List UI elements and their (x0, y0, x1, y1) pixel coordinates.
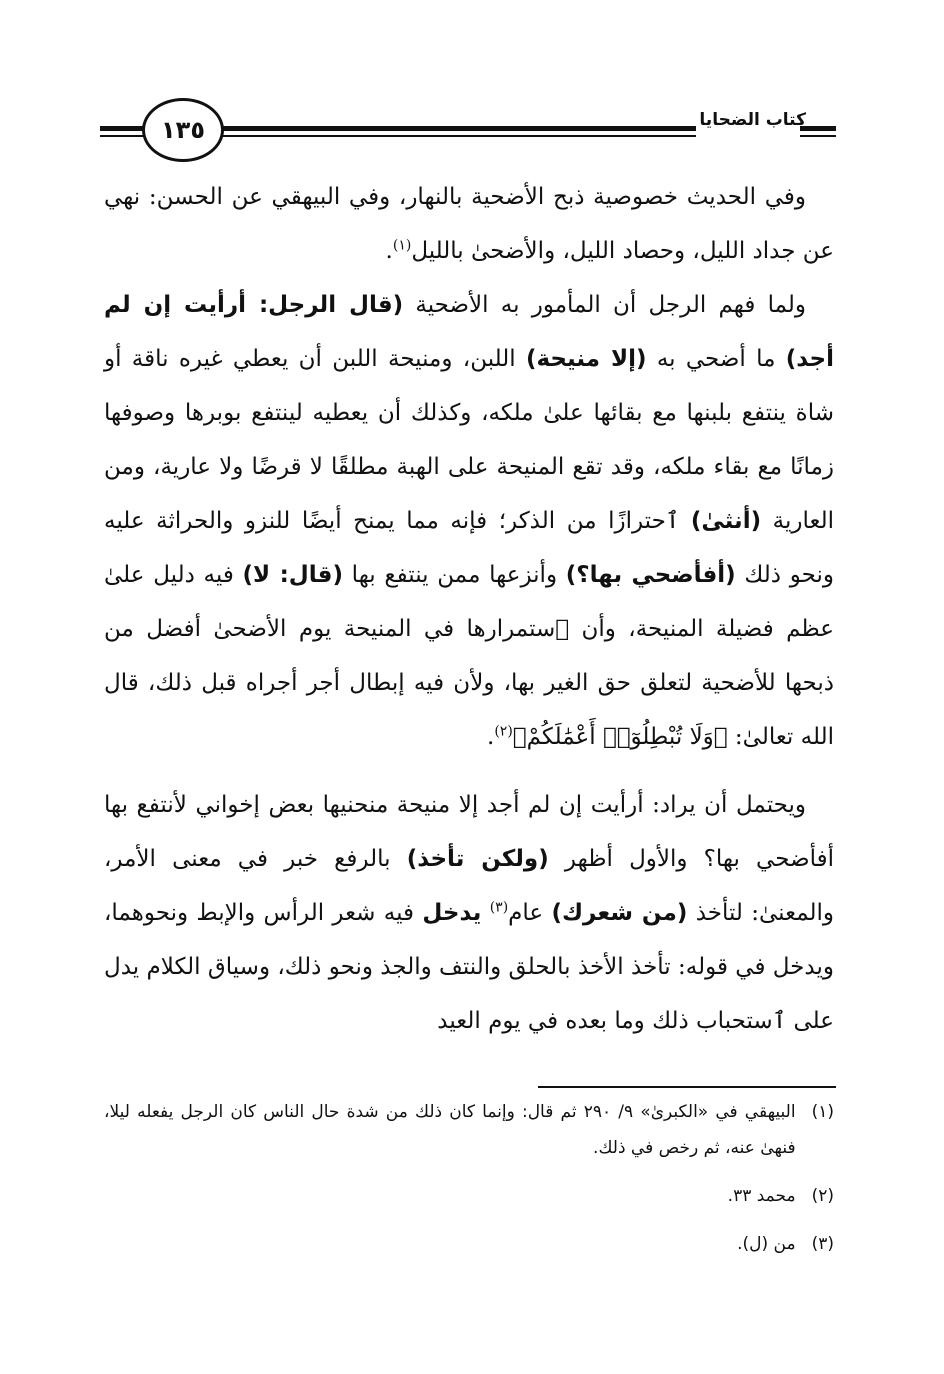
footnote-number: (٢) (811, 1186, 834, 1206)
hadith-quote: (إلا منيحة) (525, 346, 647, 372)
footnote-3 (104, 1226, 834, 1262)
paragraph-3: ويحتمل أن يراد: أرأيت إن لم أجد إلا منيحة منحنيها بعض إخواني لأنتفع بها أفأضحي بها؟ والأول أظهر (ولكن تأخذ) بالرفع خبر في معنى الأمر، والمعنىٰ: لتأخذ (من شعرك) عام$^{(٣)}$ يدخل فيه شعر الرأس والإبط ونحوهما، ويدخل في قوله: تأخذ الأخذ بالحلق والنتف والجذ ونحو ذلك، وسياق الكلام يدل على ٱستحباب ذلك وما بعده في يوم العيد (104, 792, 834, 1034)
footnote-text: محمد ٣٣. (727, 1186, 796, 1206)
footnote-number: (١) (811, 1102, 834, 1122)
hadith-quote: (من شعرك) (551, 900, 688, 926)
bold-word: يدخل (422, 900, 482, 926)
footnote-2 (104, 1178, 834, 1214)
footnote-separator (538, 1086, 836, 1088)
footnote-text: البيهقي في «الكبرىٰ» ٩/ ٢٩٠ ثم قال: وإنما كان ذلك من شدة حال الناس كان الرجل يفعله ليلا، فنهىٰ عنه، ثم رخص في ذلك. (104, 1102, 796, 1158)
footnote-1 (104, 1094, 834, 1166)
page-header (100, 92, 850, 172)
hadith-quote: (ولكن تأخذ) (406, 846, 549, 872)
header-rule-middle-thin (218, 135, 696, 137)
paragraph-1: وفي الحديث خصوصية ذبح الأضحية بالنهار، وفي البيهقي عن الحسن: نهي عن جداد الليل، وحصاد الليل، والأضحىٰ بالليل$^{(١)}$. (104, 184, 834, 264)
footnote-ref-1: (١) (392, 237, 412, 254)
paragraph-2: ولما فهم الرجل أن المأمور به الأضحية (قال الرجل: أرأيت إن لم أجد) ما أضحي به (إلا منيحة) اللبن، ومنيحة اللبن أن يعطي غيره ناقة أو شاة ينتفع بلبنها مع بقائها علىٰ ملكه، وكذلك أن يعطيه لينتفع بوبرها وصوفها زمانًا مع بقاء ملكه، وقد تقع المنيحة على الهبة مطلقًا لا قرضًا ولا عارية، ومن العارية (أنثىٰ) ٱحترازًا من الذكر؛ فإنه مما يمنح أيضًا للنزو والحراثة عليه ونحو ذلك (أفأضحي بها؟) وأنزعها ممن ينتفع بها (قال: لا) فيه دليل علىٰ عظم فضيلة المنيحة، وأن ٱستمرارها في المنيحة يوم الأضحىٰ أفضل من ذبحها للأضحية لتعلق حق الغير بها، ولأن فيه إبطال أجر أجراه قبل ذلك، قال الله تعالىٰ: ﴿وَلَا تُبْطِلُوٓا۟ أَعْمَٰلَكُمْ﴾$^{(٢)}$. (104, 292, 835, 750)
footnote-ref-2: (٢) (494, 723, 513, 740)
quran-verse: ﴿وَلَا تُبْطِلُوٓا۟ أَعْمَٰلَكُمْ﴾ (512, 724, 728, 750)
footnote-text: من (ل). (737, 1234, 796, 1254)
book-title: كتاب الضحايا (699, 110, 806, 130)
main-text (104, 170, 834, 1048)
header-rule-middle (218, 126, 696, 131)
footnotes (104, 1094, 834, 1274)
footnote-number: (٣) (811, 1234, 834, 1254)
hadith-quote: (أفأضحي بها؟) (565, 562, 736, 588)
hadith-quote: (أنثىٰ) (690, 508, 762, 534)
footnote-ref-3: (٣) (489, 899, 509, 916)
hadith-quote: (قال الرجل: أرأيت إن لم أجد) (104, 292, 834, 372)
header-rule-right-thin (800, 135, 836, 137)
hadith-quote: (قال: لا) (242, 562, 343, 588)
page-number: ١٣٥ (142, 98, 224, 162)
